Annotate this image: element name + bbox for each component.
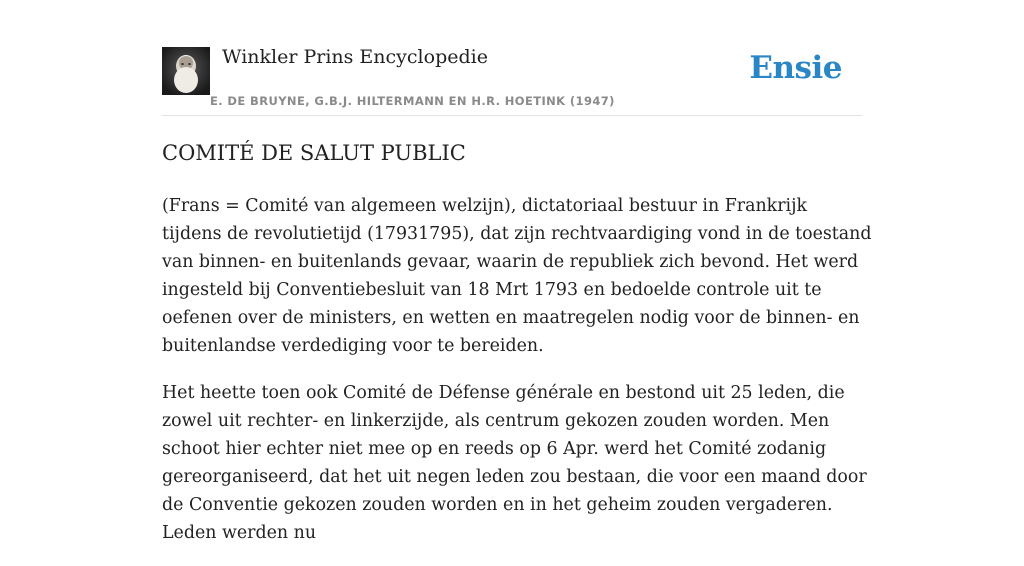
paragraph: (Frans = Comité van algemeen welzijn), dictatoriaal bestuur in Frankrijk tijdens de revolutietijd (17931795), dat zijn rechtvaardiging vond in de toestand van binnen- en buitenlands gevaar, waarin de republiek zich bevond. Het werd ingesteld bij Conventiebesluit van 18 Mrt 1793 en bedoelde controle uit te oefenen over de ministers, en wetten en maatregelen nodig voor de binnen- en buitenlandse verdediging voor te bereiden.: [162, 196, 872, 356]
ensie-logo[interactable]: Ensie: [749, 50, 842, 86]
header: [162, 44, 862, 116]
article-body: [162, 192, 872, 566]
authors-line: E. DE BRUYNE, G.B.J. HILTERMANN EN H.R. HOETINK (1947): [210, 94, 615, 108]
paragraph: Het heette toen ook Comité de Défense générale en bestond uit 25 leden, die zowel uit rechter- en linkerzijde, als centrum gekozen zouden worden. Men schoot hier echter niet mee op en reeds op 6 Apr. werd het Comité zodanig gereorganiseerd, dat het uit negen leden zou bestaan, die voor een maand door de Conventie gekozen zouden worden en in het geheim zouden vergaderen. Leden werden nu: [162, 383, 867, 543]
article-title: COMITÉ DE SALUT PUBLIC: [162, 141, 466, 165]
portrait-image: [162, 47, 210, 95]
header-divider: [162, 115, 862, 116]
source-title[interactable]: Winkler Prins Encyclopedie: [222, 46, 488, 68]
author-avatar: [162, 47, 210, 95]
